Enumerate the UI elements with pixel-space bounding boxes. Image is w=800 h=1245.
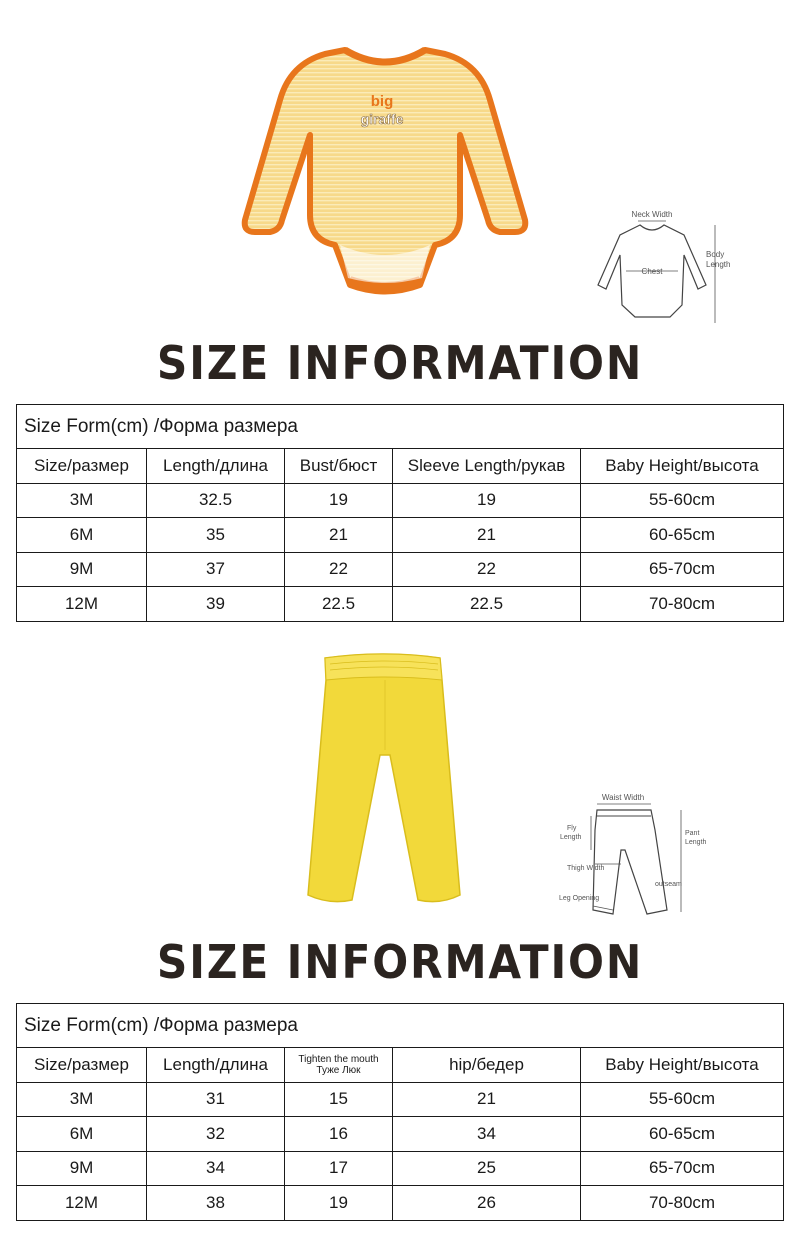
cell-length: 32 <box>147 1117 285 1152</box>
cell-sleeve: 21 <box>393 518 581 553</box>
header-hip: hip/бедер <box>393 1048 581 1083</box>
cell-height: 55-60cm <box>581 483 784 518</box>
diagram-label-pant-length: Length <box>685 839 707 846</box>
cell-size: 12M <box>17 1186 147 1221</box>
diagram-label-body: Body <box>706 250 725 259</box>
cell-size: 3M <box>17 483 147 518</box>
table-title-row <box>17 405 784 449</box>
table-row <box>17 518 784 553</box>
cell-length: 37 <box>147 552 285 587</box>
diagram-label-waist-width: Waist Width <box>601 793 645 802</box>
cell-height: 60-65cm <box>581 518 784 553</box>
diagram-label-neck-width: Neck Width <box>631 210 673 219</box>
pants-image <box>290 650 480 910</box>
table-row <box>17 1151 784 1186</box>
cell-size: 12M <box>17 587 147 622</box>
cell-length: 38 <box>147 1186 285 1221</box>
table-row <box>17 552 784 587</box>
header-bust: Bust/бюст <box>285 449 393 484</box>
diagram-label-length: Length <box>706 260 731 269</box>
header-tighten-the-mouth: Tighten the mouth Туже Люк <box>285 1048 393 1083</box>
cell-mouth: 17 <box>285 1151 393 1186</box>
bodysuit-measurement-diagram <box>590 205 740 330</box>
cell-height: 65-70cm <box>581 552 784 587</box>
cell-mouth: 19 <box>285 1186 393 1221</box>
cell-size: 9M <box>17 552 147 587</box>
size-form-title: Size Form(cm) /Форма размера <box>17 405 784 449</box>
print-big: big <box>370 93 394 110</box>
cell-height: 55-60cm <box>581 1082 784 1117</box>
cell-hip: 34 <box>393 1117 581 1152</box>
cell-hip: 25 <box>393 1151 581 1186</box>
table-header-row <box>17 449 784 484</box>
cell-size: 9M <box>17 1151 147 1186</box>
diagram-label-outseam: outseam <box>655 881 682 888</box>
diagram-label-leg-opening: Leg Opening <box>559 895 600 902</box>
cell-mouth: 15 <box>285 1082 393 1117</box>
table-header-row <box>17 1048 784 1083</box>
header-baby-height: Baby Height/высота <box>581 449 784 484</box>
cell-bust: 22 <box>285 552 393 587</box>
cell-sleeve: 22.5 <box>393 587 581 622</box>
header-size: Size/размер <box>17 449 147 484</box>
cell-size: 3M <box>17 1082 147 1117</box>
pants-size-table <box>16 1003 784 1221</box>
cell-height: 70-80cm <box>581 1186 784 1221</box>
cell-bust: 19 <box>285 483 393 518</box>
size-information-heading-2: SIZE INFORMATION <box>156 935 644 989</box>
table-row <box>17 1117 784 1152</box>
diagram-label-thigh-width: Thigh Width <box>567 865 605 872</box>
cell-sleeve: 22 <box>393 552 581 587</box>
size-form-title: Size Form(cm) /Форма размера <box>17 1004 784 1048</box>
table-row <box>17 1186 784 1221</box>
cell-size: 6M <box>17 1117 147 1152</box>
cell-length: 32.5 <box>147 483 285 518</box>
header-length: Length/длина <box>147 1048 285 1083</box>
cell-length: 35 <box>147 518 285 553</box>
diagram-label-fly: Fly <box>567 825 577 832</box>
cell-hip: 21 <box>393 1082 581 1117</box>
pants-measurement-diagram <box>555 790 725 920</box>
header-length: Length/длина <box>147 449 285 484</box>
cell-length: 34 <box>147 1151 285 1186</box>
header-baby-height: Baby Height/высота <box>581 1048 784 1083</box>
print-giraffe: giraffe <box>360 111 404 127</box>
size-information-heading-1: SIZE INFORMATION <box>156 336 644 390</box>
cell-length: 39 <box>147 587 285 622</box>
cell-height: 65-70cm <box>581 1151 784 1186</box>
cell-height: 70-80cm <box>581 587 784 622</box>
cell-height: 60-65cm <box>581 1117 784 1152</box>
header-size: Size/размер <box>17 1048 147 1083</box>
diagram-label-fly-length: Length <box>560 834 582 841</box>
bodysuit-image <box>240 40 530 300</box>
cell-mouth: 16 <box>285 1117 393 1152</box>
cell-sleeve: 19 <box>393 483 581 518</box>
cell-hip: 26 <box>393 1186 581 1221</box>
bodysuit-size-table <box>16 404 784 622</box>
diagram-label-chest: Chest <box>641 267 663 276</box>
cell-bust: 22.5 <box>285 587 393 622</box>
table-row <box>17 483 784 518</box>
cell-length: 31 <box>147 1082 285 1117</box>
cell-size: 6M <box>17 518 147 553</box>
cell-bust: 21 <box>285 518 393 553</box>
table-row <box>17 587 784 622</box>
table-title-row <box>17 1004 784 1048</box>
table-row <box>17 1082 784 1117</box>
header-sleeve-length: Sleeve Length/рукав <box>393 449 581 484</box>
diagram-label-pant: Pant <box>685 830 700 837</box>
